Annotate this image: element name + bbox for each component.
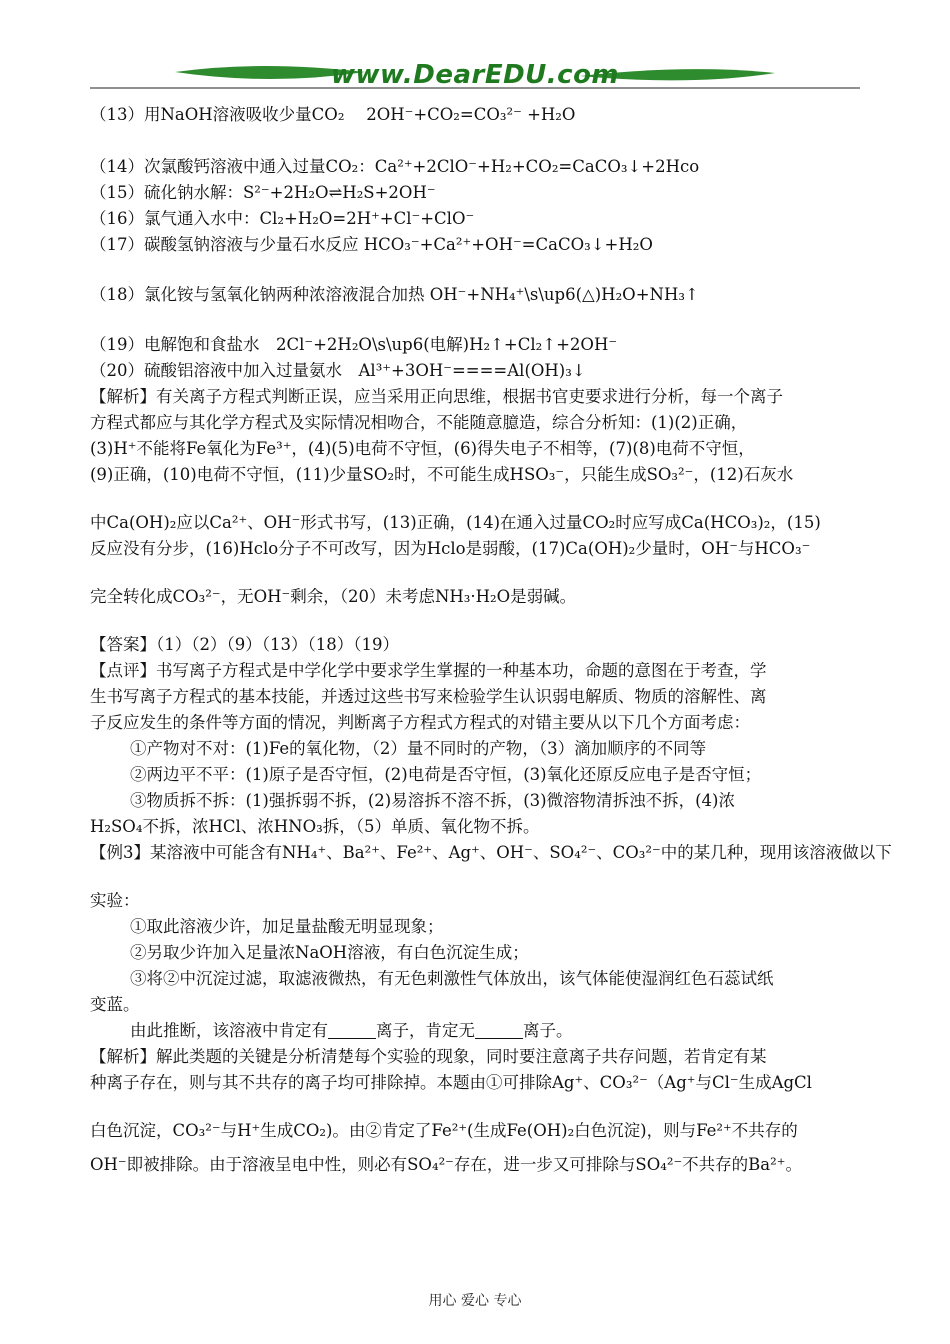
analysis-line: 完全转化成CO₃²⁻，无OH⁻剩余，（20）未考虑NH₃·H₂O是弱碱。 — [90, 587, 577, 606]
equation-line: （15）硫化钠水解：S²⁻+2H₂O⇌H₂S+2OH⁻ — [90, 183, 436, 202]
equation-line: （19）电解饱和食盐水 2Cl⁻+2H₂O\s\up6(电解)H₂↑+Cl₂↑+2OH⁻ — [90, 335, 618, 354]
document-body — [90, 100, 892, 1178]
comment-point: ①产物对不对：(1)Fe的氧化物，（2）量不同时的产物，（3）滴加顺序的不同等 — [130, 739, 707, 758]
analysis-line: 反应没有分步，(16)Hclo分子不可改写，因为Hclo是弱酸，(17)Ca(OH)₂少量时，OH⁻与HCO₃⁻ — [90, 539, 811, 558]
equation-line: （17）碳酸氢钠溶液与少量石水反应 HCO₃⁻+Ca²⁺+OH⁻=CaCO₃↓+H₂O — [90, 235, 653, 254]
analysis-line: (9)正确，(10)电荷不守恒，(11)少量SO₂时，不可能生成HSO₃⁻，只能生成SO₃²⁻，(12)石灰水 — [90, 465, 794, 484]
example-stem: 【例3】某溶液中可能含有NH₄⁺、Ba²⁺、Fe²⁺、Ag⁺、OH⁻、SO₄²⁻、CO₃²⁻中的某几种，现用该溶液做以下 — [90, 843, 892, 862]
equation-line: （14）次氯酸钙溶液中通入过量CO₂：Ca²⁺+2ClO⁻+H₂+CO₂=CaCO₃↓+2Hco — [90, 157, 700, 176]
answer-blank-absent — [475, 1020, 523, 1039]
analysis-line: 【解析】有关离子方程式判断正误，应当采用正向思维，根据书官吏要求进行分析，每一个离子 — [90, 387, 783, 406]
page-footer: 用心 爱心 专心 — [428, 1293, 522, 1309]
equation-line: （13）用NaOH溶液吸收少量CO₂ 2OH⁻+CO₂=CO₃²⁻ +H₂O — [90, 105, 576, 124]
analysis2-line: 白色沉淀，CO₃²⁻与H⁺生成CO₂)。由②肯定了Fe²⁺(生成Fe(OH)₂白色沉淀)，则与Fe²⁺不共存的 — [90, 1121, 798, 1140]
page-header — [0, 0, 950, 100]
question-text-b: 离子，肯定无 — [376, 1021, 475, 1040]
comment-point: ②两边平不平：(1)原子是否守恒，(2)电荷是否守恒，(3)氧化还原反应电子是否守恒； — [130, 765, 762, 784]
comment-line: H₂SO₄不拆，浓HCl、浓HNO₃拆，（5）单质、氧化物不拆。 — [90, 817, 540, 836]
comment-line: 子反应发生的条件等方面的情况，判断离子方程式方程式的对错主要从以下几个方面考虑： — [90, 713, 750, 732]
example-step: ②另取少许加入足量浓NaOH溶液，有白色沉淀生成； — [130, 943, 529, 962]
equation-line: （16）氯气通入水中：Cl₂+H₂O=2H⁺+Cl⁻+ClO⁻ — [90, 209, 475, 228]
comment-line: 生书写离子方程式的基本技能，并透过这些书写来检验学生认识弱电解质、物质的溶解性、离 — [90, 687, 767, 706]
site-url: www.DearEDU.com — [330, 60, 620, 90]
analysis2-line: 种离子存在，则与其不共存的离子均可排除掉。本题由①可排除Ag⁺、CO₃²⁻（Ag⁺与Cl⁻生成AgCl — [90, 1073, 812, 1092]
example-step-cont: 变蓝。 — [90, 995, 140, 1014]
example-step: ①取此溶液少许，加足量盐酸无明显现象； — [130, 917, 444, 936]
question-text-c: 离子。 — [523, 1021, 573, 1040]
question-text-a: 由此推断，该溶液中肯定有 — [130, 1021, 328, 1040]
example-question — [90, 1018, 860, 1044]
example-step: ③将②中沉淀过滤，取滤液微热，有无色刺激性气体放出，该气体能使湿润红色石蕊试纸 — [130, 969, 774, 988]
answer-line: 【答案】（1）（2）（9）（13）（18）（19） — [90, 635, 399, 654]
analysis-line: (3)H⁺不能将Fe氧化为Fe³⁺，(4)(5)电荷不守恒，(6)得失电子不相等，(7)(8)电荷不守恒， — [90, 439, 755, 458]
comment-line: 【点评】书写离子方程式是中学化学中要求学生掌握的一种基本功，命题的意图在于考查，学 — [90, 661, 767, 680]
example-stem-cont: 实验： — [90, 891, 140, 910]
equation-line: （20）硫酸铝溶液中加入过量氨水 Al³⁺+3OH⁻====Al(OH)₃↓ — [90, 361, 586, 380]
analysis-line: 中Ca(OH)₂应以Ca²⁺、OH⁻形式书写，(13)正确，(14)在通入过量CO₂时应写成Ca(HCO₃)₂，(15) — [90, 513, 821, 532]
equation-line: （18）氯化铵与氢氧化钠两种浓溶液混合加热 OH⁻+NH₄⁺\s\up6(△)H₂O+NH₃↑ — [90, 285, 699, 304]
analysis2-line: OH⁻即被排除。由于溶液呈电中性，则必有SO₄²⁻存在，进一步又可排除与SO₄²⁻不共存的Ba²⁺。 — [90, 1155, 802, 1174]
comment-point: ③物质拆不拆：(1)强拆弱不拆，(2)易溶拆不溶不拆，(3)微溶物清拆浊不拆，(4)浓 — [130, 791, 735, 810]
analysis-line: 方程式都应与其化学方程式及实际情况相吻合，不能随意臆造，综合分析知：(1)(2)正确， — [90, 413, 748, 432]
answer-blank-present — [328, 1020, 376, 1039]
analysis2-line: 【解析】解此类题的关键是分析清楚每个实验的现象，同时要注意离子共存问题，若肯定有某 — [90, 1047, 767, 1066]
